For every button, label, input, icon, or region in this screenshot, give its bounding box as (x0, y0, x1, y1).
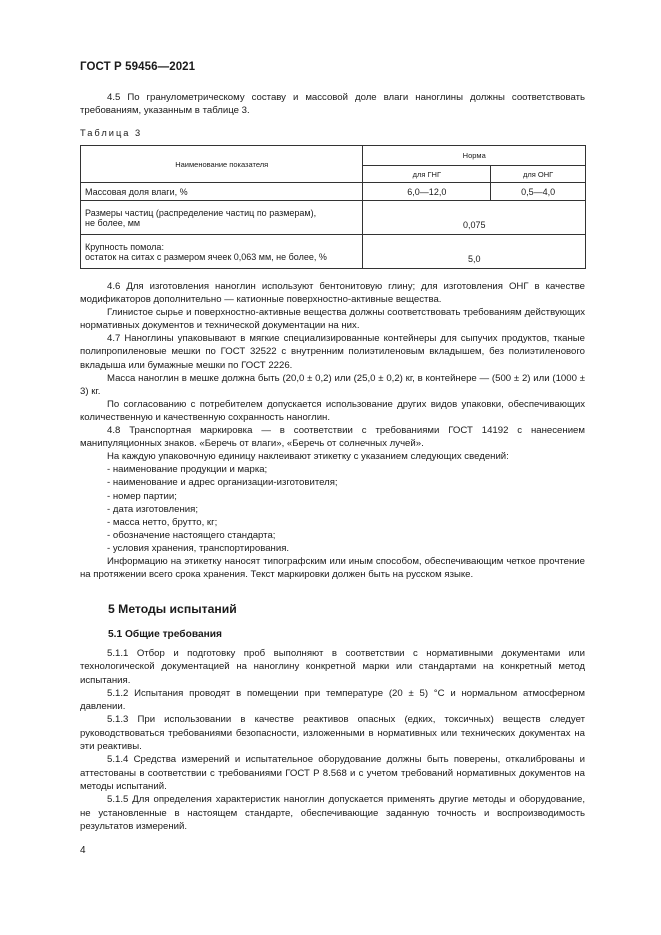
paragraph: 4.8 Транспортная маркировка — в соответствии с требованиями ГОСТ 14192 с нанесением манипуляционных знаков. «Беречь от влаги», «Беречь от солнечных лучей». (80, 425, 585, 450)
header-indicator: Наименование показателя (81, 146, 363, 183)
paragraph: 5.1.4 Средства измерений и испытательное оборудование должны быть поверены, откалиброваны и аттестованы в соответствии с требованиями ГОСТ Р 8.568 и с учетом требований нормативных документов на методы испытаний. (80, 754, 585, 792)
table-caption: Таблица 3 (80, 128, 143, 138)
paragraph: По согласованию с потребителем допускается использование других видов упаковки, обеспечивающих количественную и качественную сохранность наноглин. (80, 398, 585, 423)
row-value: 5,0 (363, 235, 586, 269)
page-number: 4 (80, 845, 86, 856)
paragraph: Масса наноглин в мешке должна быть (20,0 ± 0,2) или (25,0 ± 0,2) кг, в контейнере — (500 ± 2) или (1000 ± 3) кг. (80, 372, 585, 397)
paragraph: На каждую упаковочную единицу наклеивают этикетку с указанием следующих сведений: (107, 451, 509, 463)
main-text (80, 280, 585, 581)
paragraph-4-5: 4.5 По гранулометрическому составу и массовой доле влаги наноглины должны соответствовать требованиям, указанным в таблице 3. (80, 92, 585, 117)
row-value-ong: 0,5—4,0 (491, 183, 586, 201)
paragraph: 4.7 Наноглины упаковывают в мягкие специализированные контейнеры для сыпучих продуктов, тканые полипропиленовые мешки по ГОСТ 32522 с внутренним полиэтиленовым вкладышем, без полиэтиленового вкладыша или бумажные мешки по ГОСТ 2226. (80, 333, 585, 371)
list-item: - условия хранения, транспортирования. (107, 542, 290, 554)
paragraph: 5.1.2 Испытания проводят в помещении при температуре (20 ± 5) °С и нормальном атмосферном давлении. (80, 687, 585, 713)
row-name-line: не более, мм (85, 217, 141, 228)
list-item: - наименование продукции и марка; (107, 464, 268, 476)
header-ong: для ОНГ (491, 166, 586, 183)
row-name-line: Размеры частиц (распределение частиц по размерам), (85, 207, 317, 218)
row-value-gng: 6,0—12,0 (363, 183, 491, 201)
row-name-line: Крупность помола: (85, 241, 164, 252)
list-item: - дата изготовления; (107, 503, 198, 515)
paragraph: 5.1.5 Для определения характеристик наноглин допускается применять другие методы и оборудование, не установленные в настоящем стандарте, обеспечивающие заданную точность и воспроизводимость результатов измерений. (80, 794, 585, 832)
standard-header: ГОСТ Р 59456—2021 (80, 61, 196, 73)
list-item: - обозначение настоящего стандарта; (107, 529, 276, 541)
intro-paragraph (80, 91, 585, 118)
paragraph: 5.1.3 При использовании в качестве реактивов опасных (едких, токсичных) веществ следует руководствоваться требованиями безопасности, изложенными в нормативных или технических документах на эти реактивы. (80, 714, 585, 753)
row-value: 0,075 (363, 201, 586, 235)
subsection-title: 5.1 Общие требования (108, 629, 222, 640)
row-name (81, 201, 363, 235)
table-3 (80, 145, 586, 269)
row-name (81, 235, 363, 269)
row-name-line: остаток на ситах с размером ячеек 0,063 мм, не более, % (85, 251, 327, 262)
paragraph: 4.6 Для изготовления наноглин используют бентонитовую глину; для изготовления ОНГ в качестве модификаторов дополнительно — катионные поверхностно-активные вещества. (80, 281, 585, 306)
paragraph: 5.1.1 Отбор и подготовку проб выполняют в соответствии с нормативными документами или технологической документацией на наноглину конкретной марки или стандартами на конкретный метод испытания. (80, 648, 585, 686)
table-row (81, 183, 586, 201)
paragraph: Глинистое сырье и поверхностно-активные вещества должны соответствовать требованиям действующих нормативных документов и технической документации на них. (80, 307, 585, 332)
list-item: - масса нетто, брутто, кг; (107, 516, 218, 528)
paragraph: Информацию на этикетку наносят типографским или иным способом, обеспечивающим четкое прочтение на протяжении всего срока хранения. Текст маркировки должен быть на русском языке. (80, 555, 585, 581)
header-gng: для ГНГ (363, 166, 491, 183)
section-title: 5 Методы испытаний (108, 602, 237, 616)
list-item: - наименование и адрес организации-изготовителя; (107, 477, 338, 489)
row-name: Массовая доля влаги, % (81, 183, 363, 201)
list-item: - номер партии; (107, 490, 177, 502)
header-norm: Норма (363, 146, 586, 166)
table-row (81, 201, 586, 235)
label-info-list (80, 463, 585, 555)
table-row (81, 235, 586, 269)
methods-text (80, 647, 585, 833)
